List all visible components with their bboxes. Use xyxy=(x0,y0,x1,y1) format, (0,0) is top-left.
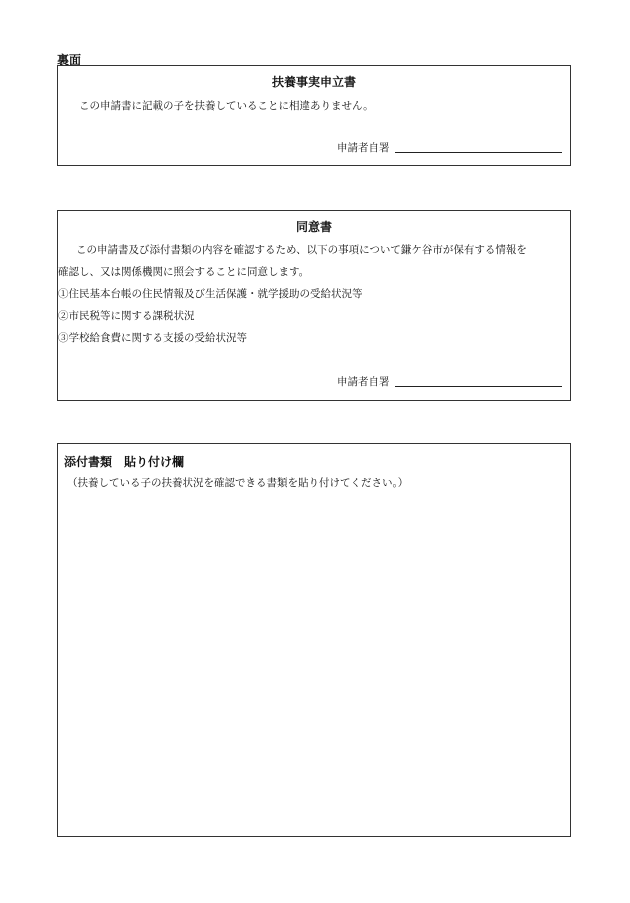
attachment-box[interactable] xyxy=(57,443,571,837)
consent-box xyxy=(57,210,571,401)
declaration-signature-label: 申請者自署 xyxy=(337,142,390,154)
attachment-note: （扶養している子の扶養状況を確認できる書類を貼り付けてください。） xyxy=(67,477,409,489)
consent-body-line2: 確認し、又は関係機関に照会することに同意します。 xyxy=(58,266,310,278)
declaration-title: 扶養事実申立書 xyxy=(271,75,356,89)
consent-signature-line[interactable] xyxy=(395,386,562,387)
consent-item: ②市民税等に関する課税状況 xyxy=(58,310,195,322)
consent-signature-label: 申請者自署 xyxy=(337,376,390,388)
consent-title: 同意書 xyxy=(295,220,332,234)
attachment-title: 添付書類 貼り付け欄 xyxy=(64,455,185,469)
side-label: 裏面 xyxy=(57,53,82,67)
consent-body-line1: この申請書及び添付書類の内容を確認するため、以下の事項について鎌ケ谷市が保有する情報を xyxy=(76,244,527,256)
declaration-signature-line[interactable] xyxy=(395,152,562,153)
declaration-box xyxy=(57,65,571,166)
consent-item: ③学校給食費に関する支援の受給状況等 xyxy=(58,332,247,344)
consent-item: ①住民基本台帳の住民情報及び生活保護・就学援助の受給状況等 xyxy=(58,288,363,300)
declaration-body: この申請書に記載の子を扶養していることに相違ありません。 xyxy=(79,100,374,112)
